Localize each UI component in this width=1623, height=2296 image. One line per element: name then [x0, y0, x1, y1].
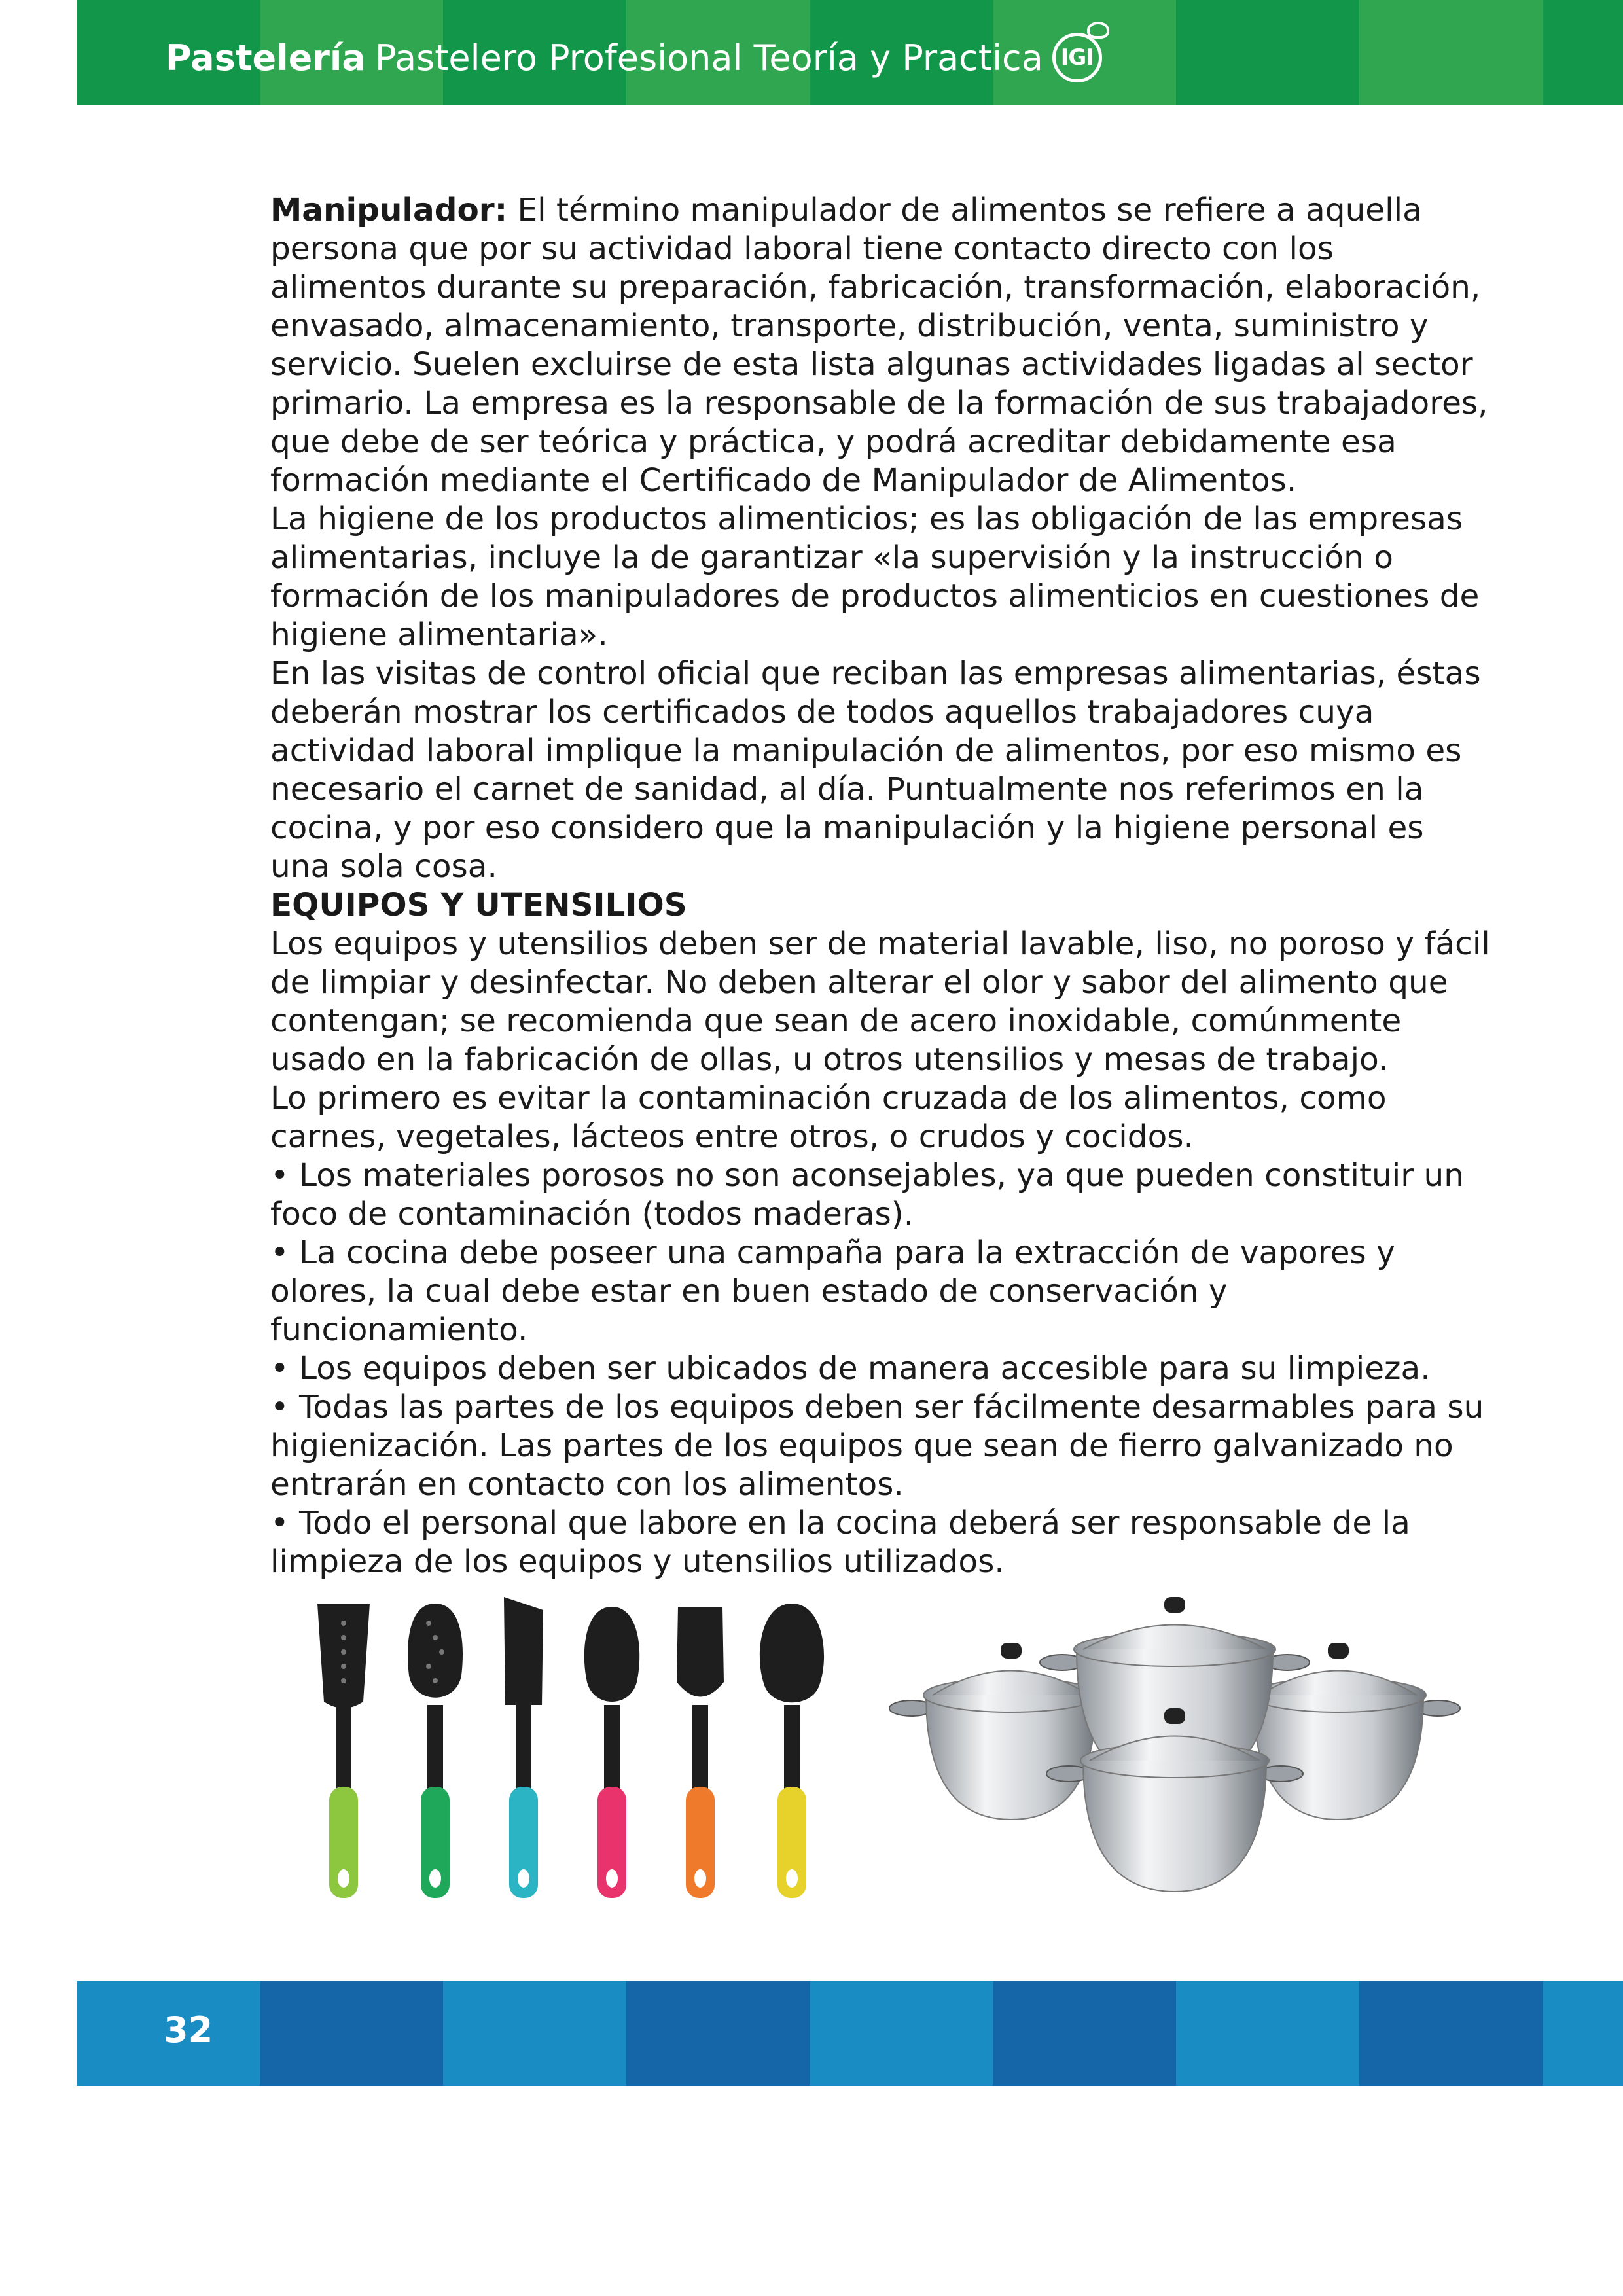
text-line — [270, 1465, 1514, 1504]
text-line — [270, 1504, 1514, 1543]
utensil — [504, 1597, 543, 1898]
pot-body — [1083, 1761, 1266, 1892]
text-line-content: cocina, y por eso considero que la manipulación y la higiene personal es — [270, 810, 1424, 846]
utensil-neck — [784, 1705, 800, 1790]
slot-hole — [439, 1649, 444, 1655]
utensil-neck — [336, 1705, 351, 1790]
text-line — [270, 1079, 1514, 1118]
text-line-content: carnes, vegetales, lácteos entre otros, o crudos y cocidos. — [270, 1119, 1194, 1155]
defined-term: Manipulador: — [270, 192, 508, 228]
header-stripe — [1543, 0, 1623, 105]
lid-knob — [1001, 1643, 1022, 1659]
text-line — [270, 1234, 1514, 1272]
text-line — [270, 500, 1514, 539]
text-line-content: persona que por su actividad laboral tiene contacto directo con los — [270, 230, 1334, 267]
text-line-content: foco de contaminación (todos maderas). — [270, 1196, 914, 1232]
text-line-content: necesario el carnet de sanidad, al día. Puntualmente nos referimos en la — [270, 771, 1424, 808]
text-line-content: • Todo el personal que labore en la cocina deberá ser responsable de la — [270, 1505, 1410, 1541]
text-line — [270, 1195, 1514, 1234]
text-line — [270, 191, 1514, 230]
handle-hole — [338, 1869, 349, 1888]
pot-body — [1253, 1695, 1423, 1820]
text-line-content: En las visitas de control oficial que reciban las empresas alimentarias, éstas — [270, 655, 1481, 692]
utensil — [760, 1604, 824, 1898]
text-line-content: una sola cosa. — [270, 848, 497, 885]
text-line — [270, 1272, 1514, 1311]
handle-hole — [786, 1869, 798, 1888]
text-line-content: • Todas las partes de los equipos deben ser fácilmente desarmables para su — [270, 1389, 1484, 1426]
text-line-content: alimentarias, incluye la de garantizar «la supervisión y la instrucción o — [270, 539, 1393, 576]
text-line-content: higienización. Las partes de los equipos que sean de fierro galvanizado no — [270, 1427, 1454, 1464]
text-line — [270, 616, 1514, 655]
text-line — [270, 1427, 1514, 1465]
chef-hat-icon — [1087, 22, 1109, 39]
igi-logo — [1052, 33, 1102, 82]
text-line-content: deberán mostrar los certificados de todos aquellos trabajadores cuya — [270, 694, 1374, 730]
slot-hole — [341, 1649, 346, 1655]
text-line — [270, 809, 1514, 848]
slot-hole — [341, 1621, 346, 1626]
text-line-content: primario. La empresa es la responsable de la formación de sus trabajadores, — [270, 385, 1488, 422]
text-line — [270, 1041, 1514, 1079]
utensil-head — [584, 1607, 639, 1702]
utensil-head — [317, 1604, 370, 1708]
text-line-content: formación de los manipuladores de productos alimenticios en cuestiones de — [270, 578, 1480, 615]
footer-stripe — [810, 1981, 993, 2086]
utensil-head — [504, 1597, 543, 1705]
pot-lid-dome — [1083, 1625, 1266, 1650]
kitchen-utensils-image — [298, 1590, 861, 1918]
utensil-head — [408, 1604, 463, 1698]
footer-stripe — [626, 1981, 810, 2086]
text-line — [270, 963, 1514, 1002]
text-line-content: servicio. Suelen excluirse de esta lista algunas actividades ligadas al sector — [270, 346, 1473, 383]
footer-stripe — [1359, 1981, 1543, 2086]
slot-hole — [341, 1635, 346, 1640]
text-line-content: contengan; se recomienda que sean de acero inoxidable, comúnmente — [270, 1003, 1402, 1039]
text-line — [270, 307, 1514, 346]
utensil-neck — [604, 1705, 620, 1790]
text-line-content: funcionamiento. — [270, 1312, 528, 1348]
handle-hole — [429, 1869, 441, 1888]
document-body — [270, 191, 1514, 1581]
text-line — [270, 539, 1514, 577]
handle-hole — [518, 1869, 529, 1888]
footer-stripe — [443, 1981, 626, 2086]
text-line-content: alimentos durante su preparación, fabricación, transformación, elaboración, — [270, 269, 1481, 306]
text-line-content: envasado, almacenamiento, transporte, distribución, venta, suministro y — [270, 308, 1429, 344]
footer-band — [77, 1981, 1623, 2086]
header-stripe — [1176, 0, 1359, 105]
text-line-content: Los equipos y utensilios deben ser de material lavable, liso, no poroso y fácil — [270, 925, 1490, 962]
text-line — [270, 268, 1514, 307]
slot-hole — [433, 1635, 438, 1640]
slot-hole — [433, 1678, 438, 1683]
footer-stripe — [260, 1981, 443, 2086]
text-line — [270, 230, 1514, 268]
footer-stripe — [993, 1981, 1176, 2086]
text-line — [270, 655, 1514, 693]
header-stripe — [1359, 0, 1543, 105]
text-line — [270, 732, 1514, 770]
slot-hole — [341, 1678, 346, 1683]
header-subtitle: Pastelero Profesional Teoría y Practica — [374, 37, 1043, 79]
utensil-head — [760, 1604, 824, 1702]
text-line — [270, 384, 1514, 423]
pot-lid-dome — [1260, 1671, 1417, 1696]
utensil — [677, 1607, 724, 1898]
text-line — [270, 1002, 1514, 1041]
lid-knob — [1328, 1643, 1349, 1659]
figure-area — [298, 1590, 1476, 1918]
text-line-content: • Los materiales porosos no son aconsejables, ya que pueden constituir un — [270, 1157, 1465, 1194]
handle-hole — [694, 1869, 706, 1888]
header-brand: Pastelería — [166, 37, 366, 79]
text-line — [270, 1118, 1514, 1157]
footer-stripe — [1176, 1981, 1359, 2086]
text-line — [270, 1350, 1514, 1388]
text-line — [270, 1311, 1514, 1350]
text-line-content: entrarán en contacto con los alimentos. — [270, 1466, 904, 1503]
page-number: 32 — [164, 2009, 213, 2051]
text-line — [270, 423, 1514, 461]
utensil-neck — [427, 1705, 443, 1790]
utensil-neck — [692, 1705, 708, 1790]
utensil — [584, 1607, 639, 1898]
slot-hole — [426, 1621, 431, 1626]
utensil — [317, 1604, 370, 1898]
text-line — [270, 770, 1514, 809]
text-line-content: olores, la cual debe estar en buen estado de conservación y — [270, 1273, 1228, 1310]
text-line-content: usado en la fabricación de ollas, u otros utensilios y mesas de trabajo. — [270, 1041, 1389, 1078]
lid-knob — [1164, 1708, 1185, 1724]
header-title — [166, 31, 1102, 84]
text-line — [270, 1157, 1514, 1195]
text-line-content: El término manipulador de alimentos se refiere a aquella — [517, 192, 1422, 228]
text-line-content: formación mediante el Certificado de Manipulador de Alimentos. — [270, 462, 1297, 499]
text-line — [270, 346, 1514, 384]
text-line-content: que debe de ser teórica y práctica, y podrá acreditar debidamente esa — [270, 423, 1397, 460]
pot-body — [926, 1695, 1096, 1820]
slot-hole — [426, 1664, 431, 1669]
text-line — [270, 1388, 1514, 1427]
text-line-content: La higiene de los productos alimenticios; es las obligación de las empresas — [270, 501, 1463, 537]
slot-hole — [341, 1664, 346, 1669]
igi-logo-text: IGI — [1060, 45, 1094, 71]
text-line — [270, 1543, 1514, 1581]
text-line-content: • Los equipos deben ser ubicados de manera accesible para su limpieza. — [270, 1350, 1431, 1387]
text-line — [270, 693, 1514, 732]
utensil — [408, 1604, 463, 1898]
text-line — [270, 925, 1514, 963]
footer-stripe — [1543, 1981, 1623, 2086]
handle-hole — [606, 1869, 618, 1888]
text-line — [270, 848, 1514, 886]
text-line-content: actividad laboral implique la manipulación de alimentos, por eso mismo es — [270, 732, 1462, 769]
lid-knob — [1164, 1597, 1185, 1613]
text-line-content: Lo primero es evitar la contaminación cruzada de los alimentos, como — [270, 1080, 1387, 1117]
pot-lid-dome — [933, 1671, 1090, 1696]
section-heading: EQUIPOS Y UTENSILIOS — [270, 887, 687, 924]
text-line-content: de limpiar y desinfectar. No deben alterar el olor y sabor del alimento que — [270, 964, 1448, 1001]
utensil-head — [677, 1607, 724, 1697]
stainless-pots-image — [880, 1597, 1476, 1905]
text-line-content: • La cocina debe poseer una campaña para la extracción de vapores y — [270, 1234, 1395, 1271]
text-line — [270, 461, 1514, 500]
text-line-content: limpieza de los equipos y utensilios utilizados. — [270, 1543, 1005, 1580]
utensil-neck — [516, 1705, 531, 1790]
text-line-content: higiene alimentaria». — [270, 617, 608, 653]
text-line — [270, 577, 1514, 616]
